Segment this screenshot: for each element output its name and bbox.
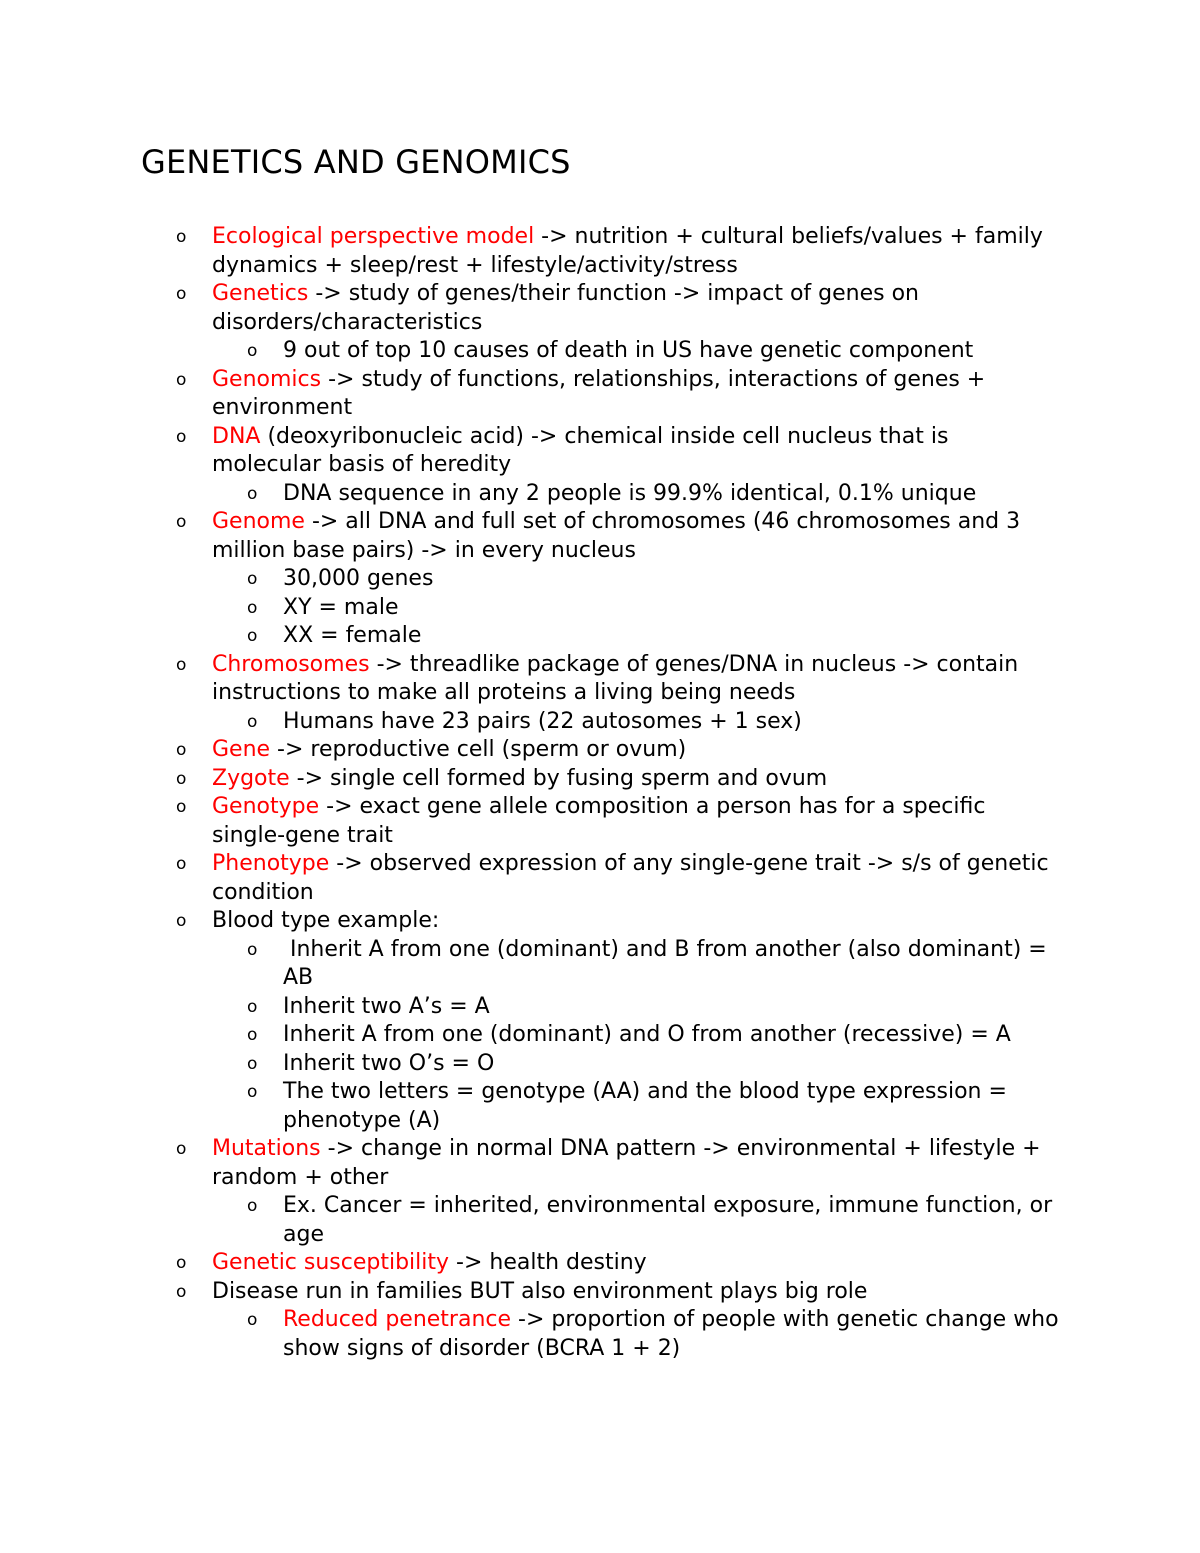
bullet-icon: o xyxy=(247,1053,258,1074)
definition-text: 9 out of top 10 causes of death in US have genetic component xyxy=(283,338,974,363)
list-item xyxy=(0,736,1200,765)
bullet-icon: o xyxy=(176,654,187,675)
sub-list-item xyxy=(0,993,1200,1022)
definition-text: -> exact gene allele composition a person has for a specific single-gene trait xyxy=(212,794,993,848)
list-item xyxy=(0,508,1200,565)
sub-list-item xyxy=(0,708,1200,737)
bullet-icon: o xyxy=(247,569,258,589)
sub-list-item xyxy=(0,337,1200,366)
bullet-icon: o xyxy=(176,227,187,247)
bullet-icon: o xyxy=(247,1025,258,1045)
list-item xyxy=(0,907,1200,936)
bullet-icon: o xyxy=(176,797,187,817)
list-item-text xyxy=(212,366,1062,423)
sub-list-item xyxy=(0,1078,1200,1135)
list-item-text xyxy=(212,651,1062,708)
bullet-icon: o xyxy=(247,626,258,646)
list-item-text xyxy=(212,1278,1062,1307)
list-item xyxy=(0,793,1200,850)
bullet-icon: o xyxy=(176,284,187,304)
definition-text: XY = male xyxy=(283,594,399,620)
bullet-icon: o xyxy=(176,426,187,447)
list-item xyxy=(0,765,1200,794)
list-item xyxy=(0,423,1200,480)
sub-list-item xyxy=(0,1021,1200,1050)
definition-text: -> change in normal DNA pattern -> environmental + lifestyle + random + other xyxy=(212,1136,1048,1190)
sub-list-item xyxy=(0,594,1200,623)
list-item-text xyxy=(283,337,1063,366)
definition-text: Disease run in families BUT also environment plays big role xyxy=(212,1278,868,1304)
definition-text: -> reproductive cell (sperm or ovum) xyxy=(270,737,687,762)
list-item-text xyxy=(283,993,1063,1022)
bullet-icon: o xyxy=(247,1082,258,1102)
list-item xyxy=(0,1249,1200,1278)
bullet-icon: o xyxy=(247,1196,258,1216)
key-term: Chromosomes xyxy=(212,651,370,677)
list-item-text xyxy=(283,480,1063,509)
list-item-text xyxy=(212,850,1062,907)
definition-text: Ex. Cancer = inherited, environmental exposure, immune function, or age xyxy=(283,1193,1060,1247)
key-term: Mutations xyxy=(212,1136,321,1161)
list-item xyxy=(0,1278,1200,1307)
list-item xyxy=(0,223,1200,280)
bullet-icon: o xyxy=(247,1310,258,1330)
sub-list-item xyxy=(0,480,1200,509)
key-term: Genome xyxy=(212,509,305,534)
key-term: Genetics xyxy=(212,281,309,306)
definition-text: Inherit two A’s = A xyxy=(283,993,490,1019)
list-item-text xyxy=(283,1078,1063,1135)
definition-text: Humans have 23 pairs (22 autosomes + 1 sex) xyxy=(283,708,802,734)
bullet-icon: o xyxy=(176,369,187,390)
notes-list xyxy=(0,223,1200,1363)
definition-text: -> proportion of people with genetic change who show signs of disorder (BCRA 1 + 2) xyxy=(283,1307,1066,1361)
bullet-icon: o xyxy=(247,597,258,618)
list-item xyxy=(0,280,1200,337)
sub-list-item xyxy=(0,1306,1200,1363)
bullet-icon: o xyxy=(247,939,258,960)
bullet-icon: o xyxy=(176,1253,187,1273)
sub-list-item xyxy=(0,936,1200,993)
list-item-text xyxy=(212,223,1062,280)
list-item xyxy=(0,1135,1200,1192)
definition-text: DNA sequence in any 2 people is 99.9% identical, 0.1% unique xyxy=(283,480,977,506)
definition-text: (deoxyribonucleic acid) -> chemical inside cell nucleus that is molecular basis of heredity xyxy=(212,423,956,477)
key-term: Gene xyxy=(212,737,271,762)
list-item-text xyxy=(212,508,1062,565)
list-item-text xyxy=(212,907,1062,936)
key-term: Zygote xyxy=(212,765,290,791)
definition-text: Inherit A from one (dominant) and O from another (recessive) = A xyxy=(283,1022,1011,1047)
list-item-text xyxy=(283,622,1063,651)
definition-text: -> study of genes/their function -> impact of genes on disorders/characteristics xyxy=(212,281,926,335)
page-title: GENETICS AND GENOMICS xyxy=(141,143,571,181)
list-item-text xyxy=(283,936,1063,993)
list-item-text xyxy=(212,1249,1062,1278)
sub-list-item xyxy=(0,565,1200,594)
list-item-text xyxy=(212,736,1062,765)
key-term: Phenotype xyxy=(212,851,330,876)
bullet-icon: o xyxy=(176,1281,187,1302)
sub-list-item xyxy=(0,1192,1200,1249)
list-item-text xyxy=(212,280,1062,337)
bullet-icon: o xyxy=(176,854,187,874)
sub-list-item xyxy=(0,622,1200,651)
list-item-text xyxy=(283,565,1063,594)
bullet-icon: o xyxy=(176,1139,187,1159)
list-item-text xyxy=(283,1306,1066,1363)
list-item-text xyxy=(283,1021,1063,1050)
key-term: Genomics xyxy=(212,366,322,392)
bullet-icon: o xyxy=(176,512,187,532)
definition-text: -> health destiny xyxy=(449,1250,647,1275)
definition-text: Inherit A from one (dominant) and B from another (also dominant) = AB xyxy=(283,936,1054,990)
key-term: Genotype xyxy=(212,794,320,819)
definition-text: -> threadlike package of genes/DNA in nucleus -> contain instructions to make all proteins a living being needs xyxy=(212,651,1026,705)
sub-list-item xyxy=(0,1050,1200,1079)
definition-text: -> nutrition + cultural beliefs/values + family dynamics + sleep/rest + lifestyle/activity/stress xyxy=(212,224,1050,278)
key-term: Ecological perspective model xyxy=(212,224,535,249)
bullet-icon: o xyxy=(176,768,187,789)
bullet-icon: o xyxy=(247,341,258,361)
bullet-icon: o xyxy=(247,711,258,732)
bullet-icon: o xyxy=(247,483,258,504)
list-item xyxy=(0,850,1200,907)
bullet-icon: o xyxy=(176,911,187,931)
list-item-text xyxy=(283,708,1063,737)
list-item-text xyxy=(283,1050,1063,1079)
list-item-text xyxy=(212,793,1062,850)
key-term: Genetic susceptibility xyxy=(212,1250,450,1275)
definition-text: The two letters = genotype (AA) and the blood type expression = phenotype (A) xyxy=(283,1079,1014,1133)
list-item-text xyxy=(212,765,1062,794)
definition-text: XX = female xyxy=(283,623,422,648)
list-item xyxy=(0,651,1200,708)
definition-text: -> observed expression of any single-gene trait -> s/s of genetic condition xyxy=(212,851,1056,905)
definition-text: -> study of functions, relationships, interactions of genes + environment xyxy=(212,366,993,420)
definition-text: 30,000 genes xyxy=(283,566,434,591)
definition-text: -> all DNA and full set of chromosomes (46 chromosomes and 3 million base pairs) -> in every nucleus xyxy=(212,509,1028,563)
bullet-icon: o xyxy=(176,740,187,760)
bullet-icon: o xyxy=(247,996,258,1017)
list-item-text xyxy=(283,1192,1063,1249)
list-item-text xyxy=(212,1135,1062,1192)
list-item xyxy=(0,366,1200,423)
key-term: DNA xyxy=(212,423,261,449)
list-item-text xyxy=(212,423,1062,480)
definition-text: Inherit two O’s = O xyxy=(283,1050,495,1076)
definition-text: -> single cell formed by fusing sperm and ovum xyxy=(289,765,828,791)
definition-text: Blood type example: xyxy=(212,908,440,933)
key-term: Reduced penetrance xyxy=(283,1307,512,1332)
list-item-text xyxy=(283,594,1063,623)
